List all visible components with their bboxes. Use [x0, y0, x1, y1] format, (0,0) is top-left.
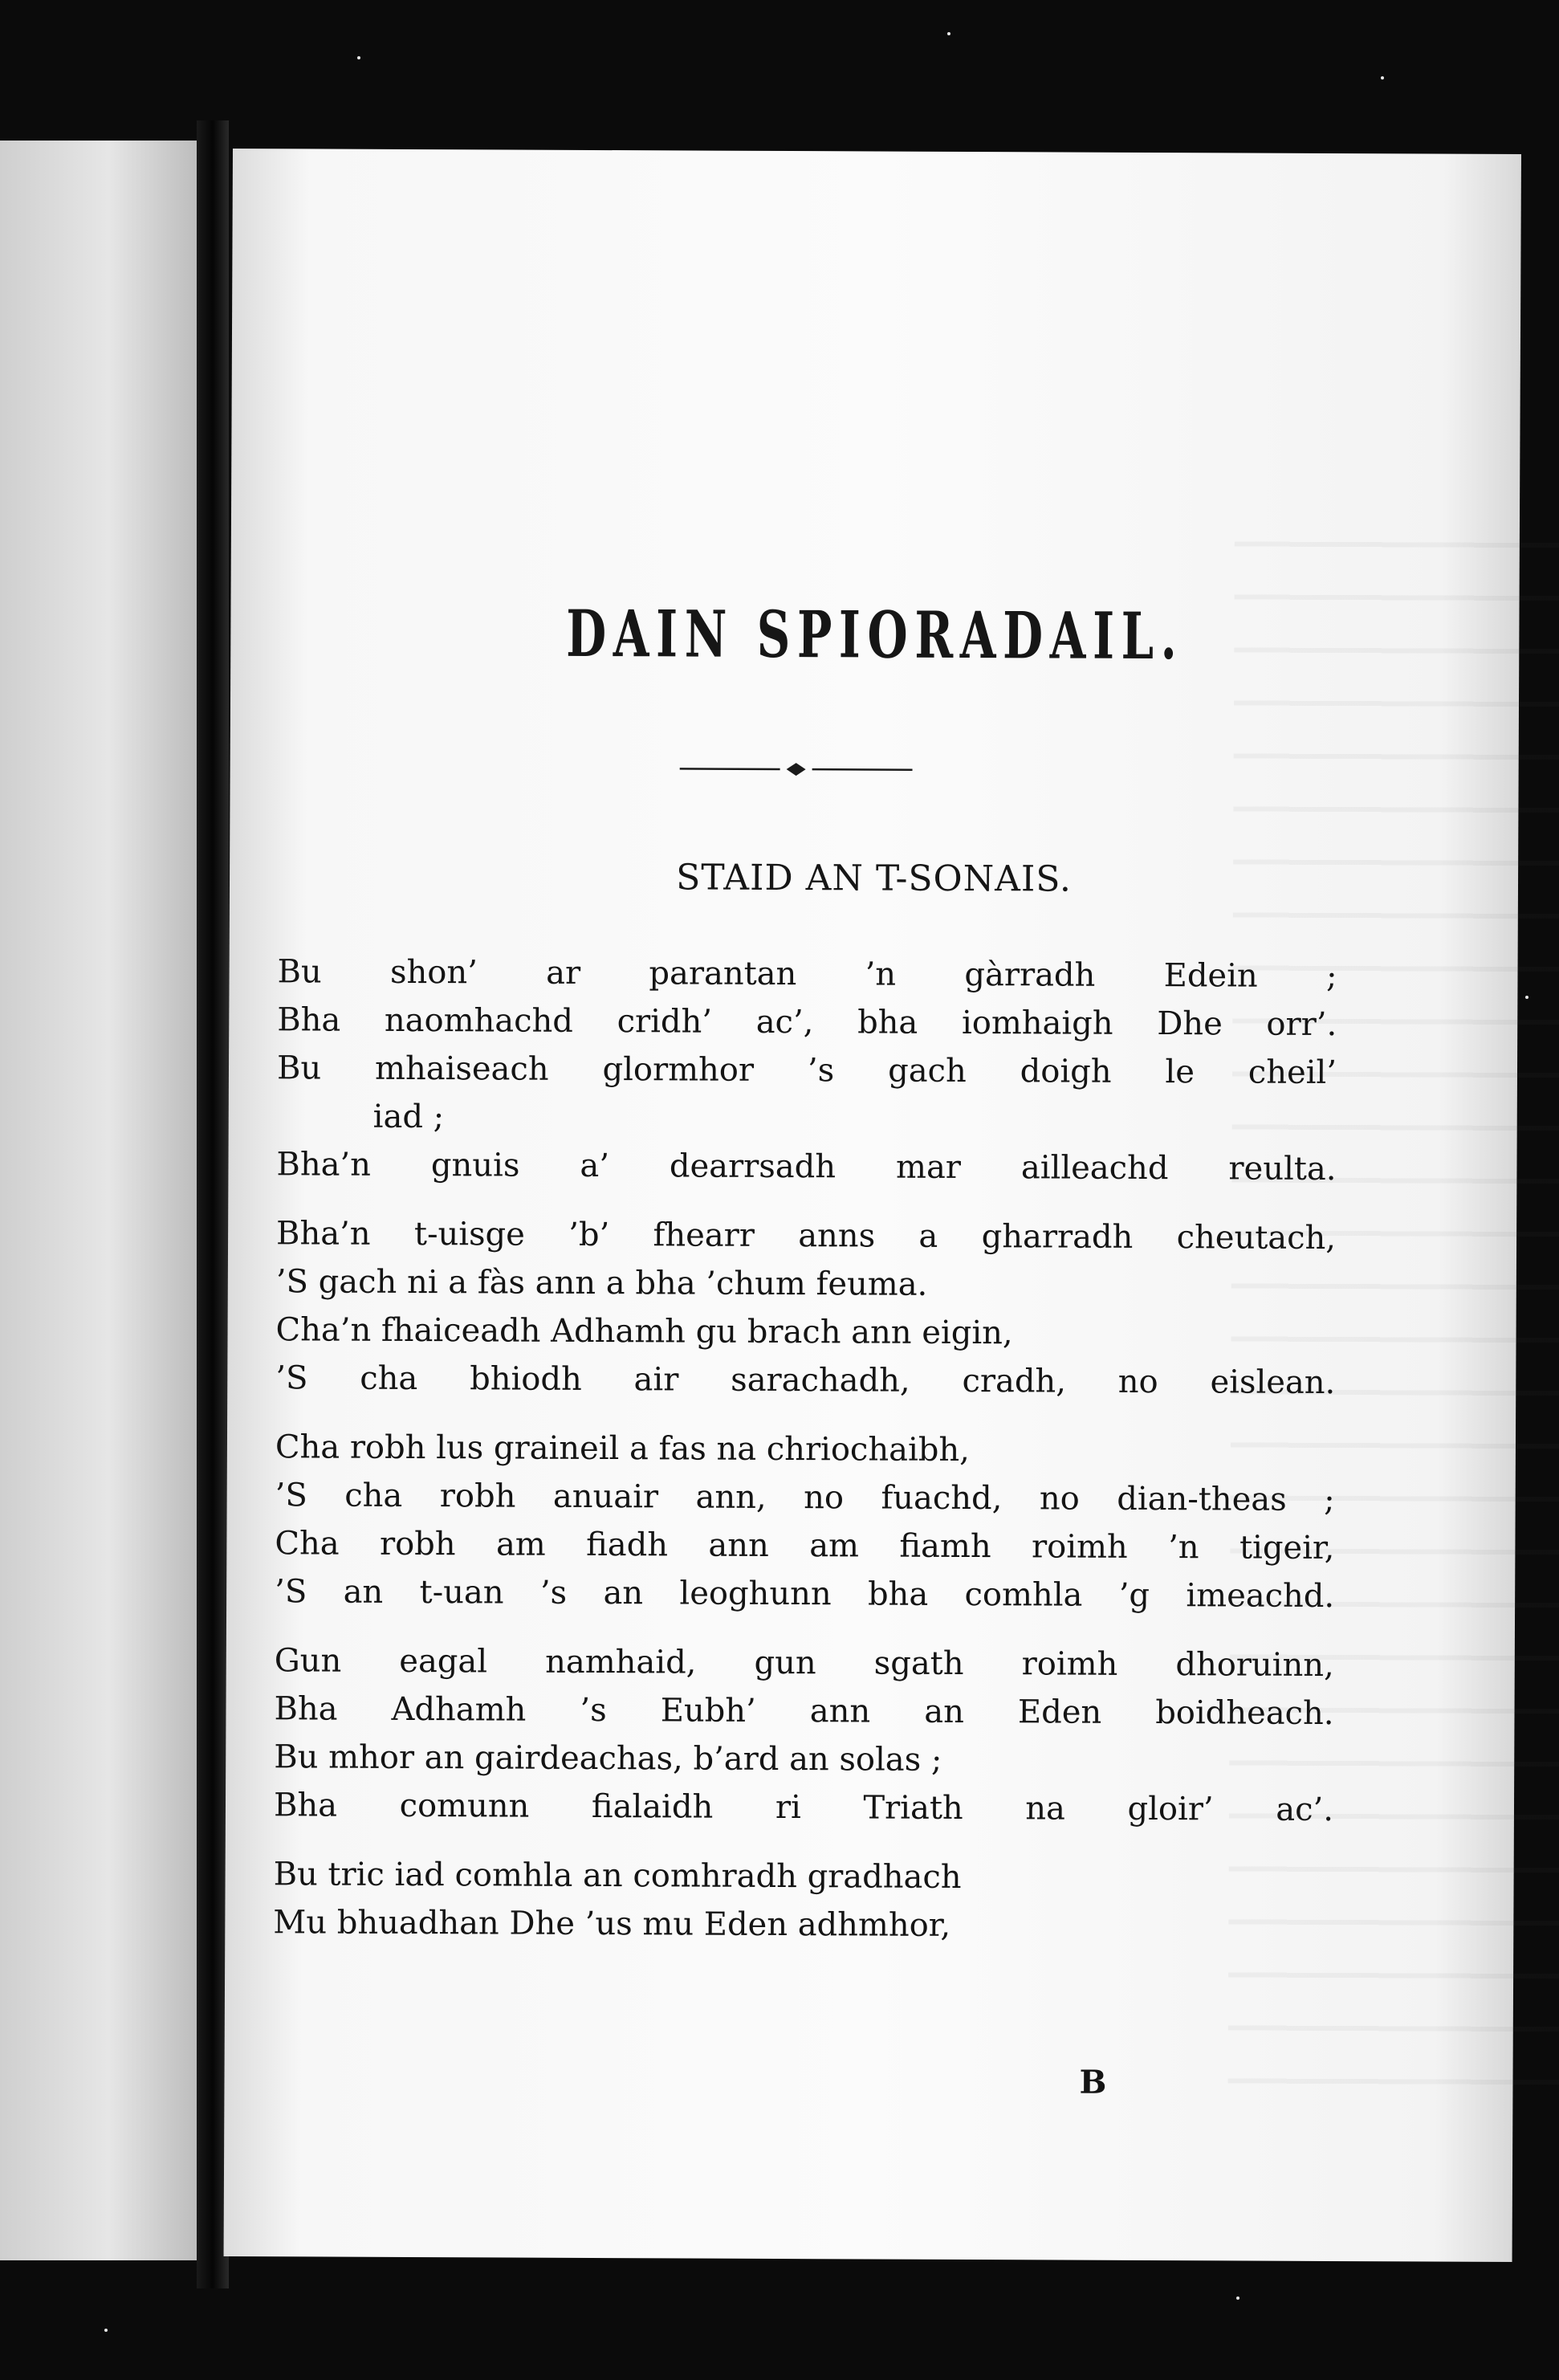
verse-line: Gun eagal namhaid, gun sgath roimh dhoruinn,: [274, 1642, 1334, 1685]
dust-speck: [1381, 76, 1384, 79]
poem-body: [273, 948, 1337, 1972]
verse-line: Cha robh am fiadh ann am fiamh roimh ’n tigeir,: [275, 1525, 1335, 1567]
verse-line: Bu mhor an gairdeachas, b’ard an solas ;: [274, 1738, 942, 1779]
verse-line: ’S gach ni a fàs ann a bha ’chum feuma.: [275, 1263, 928, 1303]
stanza-5: [273, 1850, 1333, 1951]
signature-mark: B: [1079, 2063, 1107, 2101]
verse-line: Cha’n fhaiceadh Adhamh gu brach ann eigin,: [275, 1311, 1013, 1352]
dust-speck: [1236, 2296, 1239, 2300]
left-page-edge: [0, 141, 197, 2260]
stanza-4: [274, 1636, 1334, 1834]
verse-line: ’S an t-uan ’s an leoghunn bha comhla ’g imeachd.: [275, 1573, 1335, 1616]
title-ornament: [680, 760, 913, 777]
book-page: [224, 149, 1521, 2262]
dust-speck: [357, 56, 360, 59]
verse-line: Bha’n gnuis a’ dearrsadh mar ailleachd reulta.: [276, 1146, 1337, 1188]
verse-line: Bha naomhachd cridh’ ac’, bha iomhaigh Dhe orr’.: [277, 1001, 1337, 1044]
verse-line: Bha Adhamh ’s Eubh’ ann an Eden boidheach.: [274, 1690, 1334, 1733]
stanza-1: [276, 948, 1337, 1193]
verse-line-continuation: iad ;: [372, 1098, 445, 1136]
verse-line: Bu tric iad comhla an comhradh gradhach: [273, 1856, 962, 1896]
book-gutter: [197, 120, 229, 2288]
verse-line: ’S cha robh anuair ann, no fuachd, no dian-theas ;: [275, 1477, 1335, 1519]
verse-line: Mu bhuadhan Dhe ’us mu Eden adhmhor,: [273, 1904, 951, 1944]
stanza-3: [275, 1423, 1335, 1620]
book-title: DAIN SPIORADAIL.: [566, 595, 1184, 674]
verse-line: ’S cha bhiodh air sarachadh, cradh, no eislean.: [275, 1359, 1336, 1402]
dust-speck: [1525, 996, 1528, 999]
verse-line: Bu shon’ ar parantan ’n gàrradh Edein ;: [277, 953, 1337, 996]
stanza-2: [275, 1209, 1336, 1407]
dust-speck: [104, 2329, 108, 2332]
poem-title: STAID AN T-SONAIS.: [676, 857, 1073, 900]
verse-line: Cha robh lus graineil a fas na chriochaibh,: [275, 1428, 970, 1469]
dust-speck: [947, 32, 950, 35]
verse-line: Bha’n t-uisge ’b’ fhearr anns a gharradh cheutach,: [276, 1215, 1337, 1257]
verse-line: Bha comunn fialaidh ri Triath na gloir’ ac’.: [273, 1787, 1334, 1829]
verse-line: Bu mhaiseach glormhor ’s gach doigh le cheil’: [276, 1049, 1337, 1092]
